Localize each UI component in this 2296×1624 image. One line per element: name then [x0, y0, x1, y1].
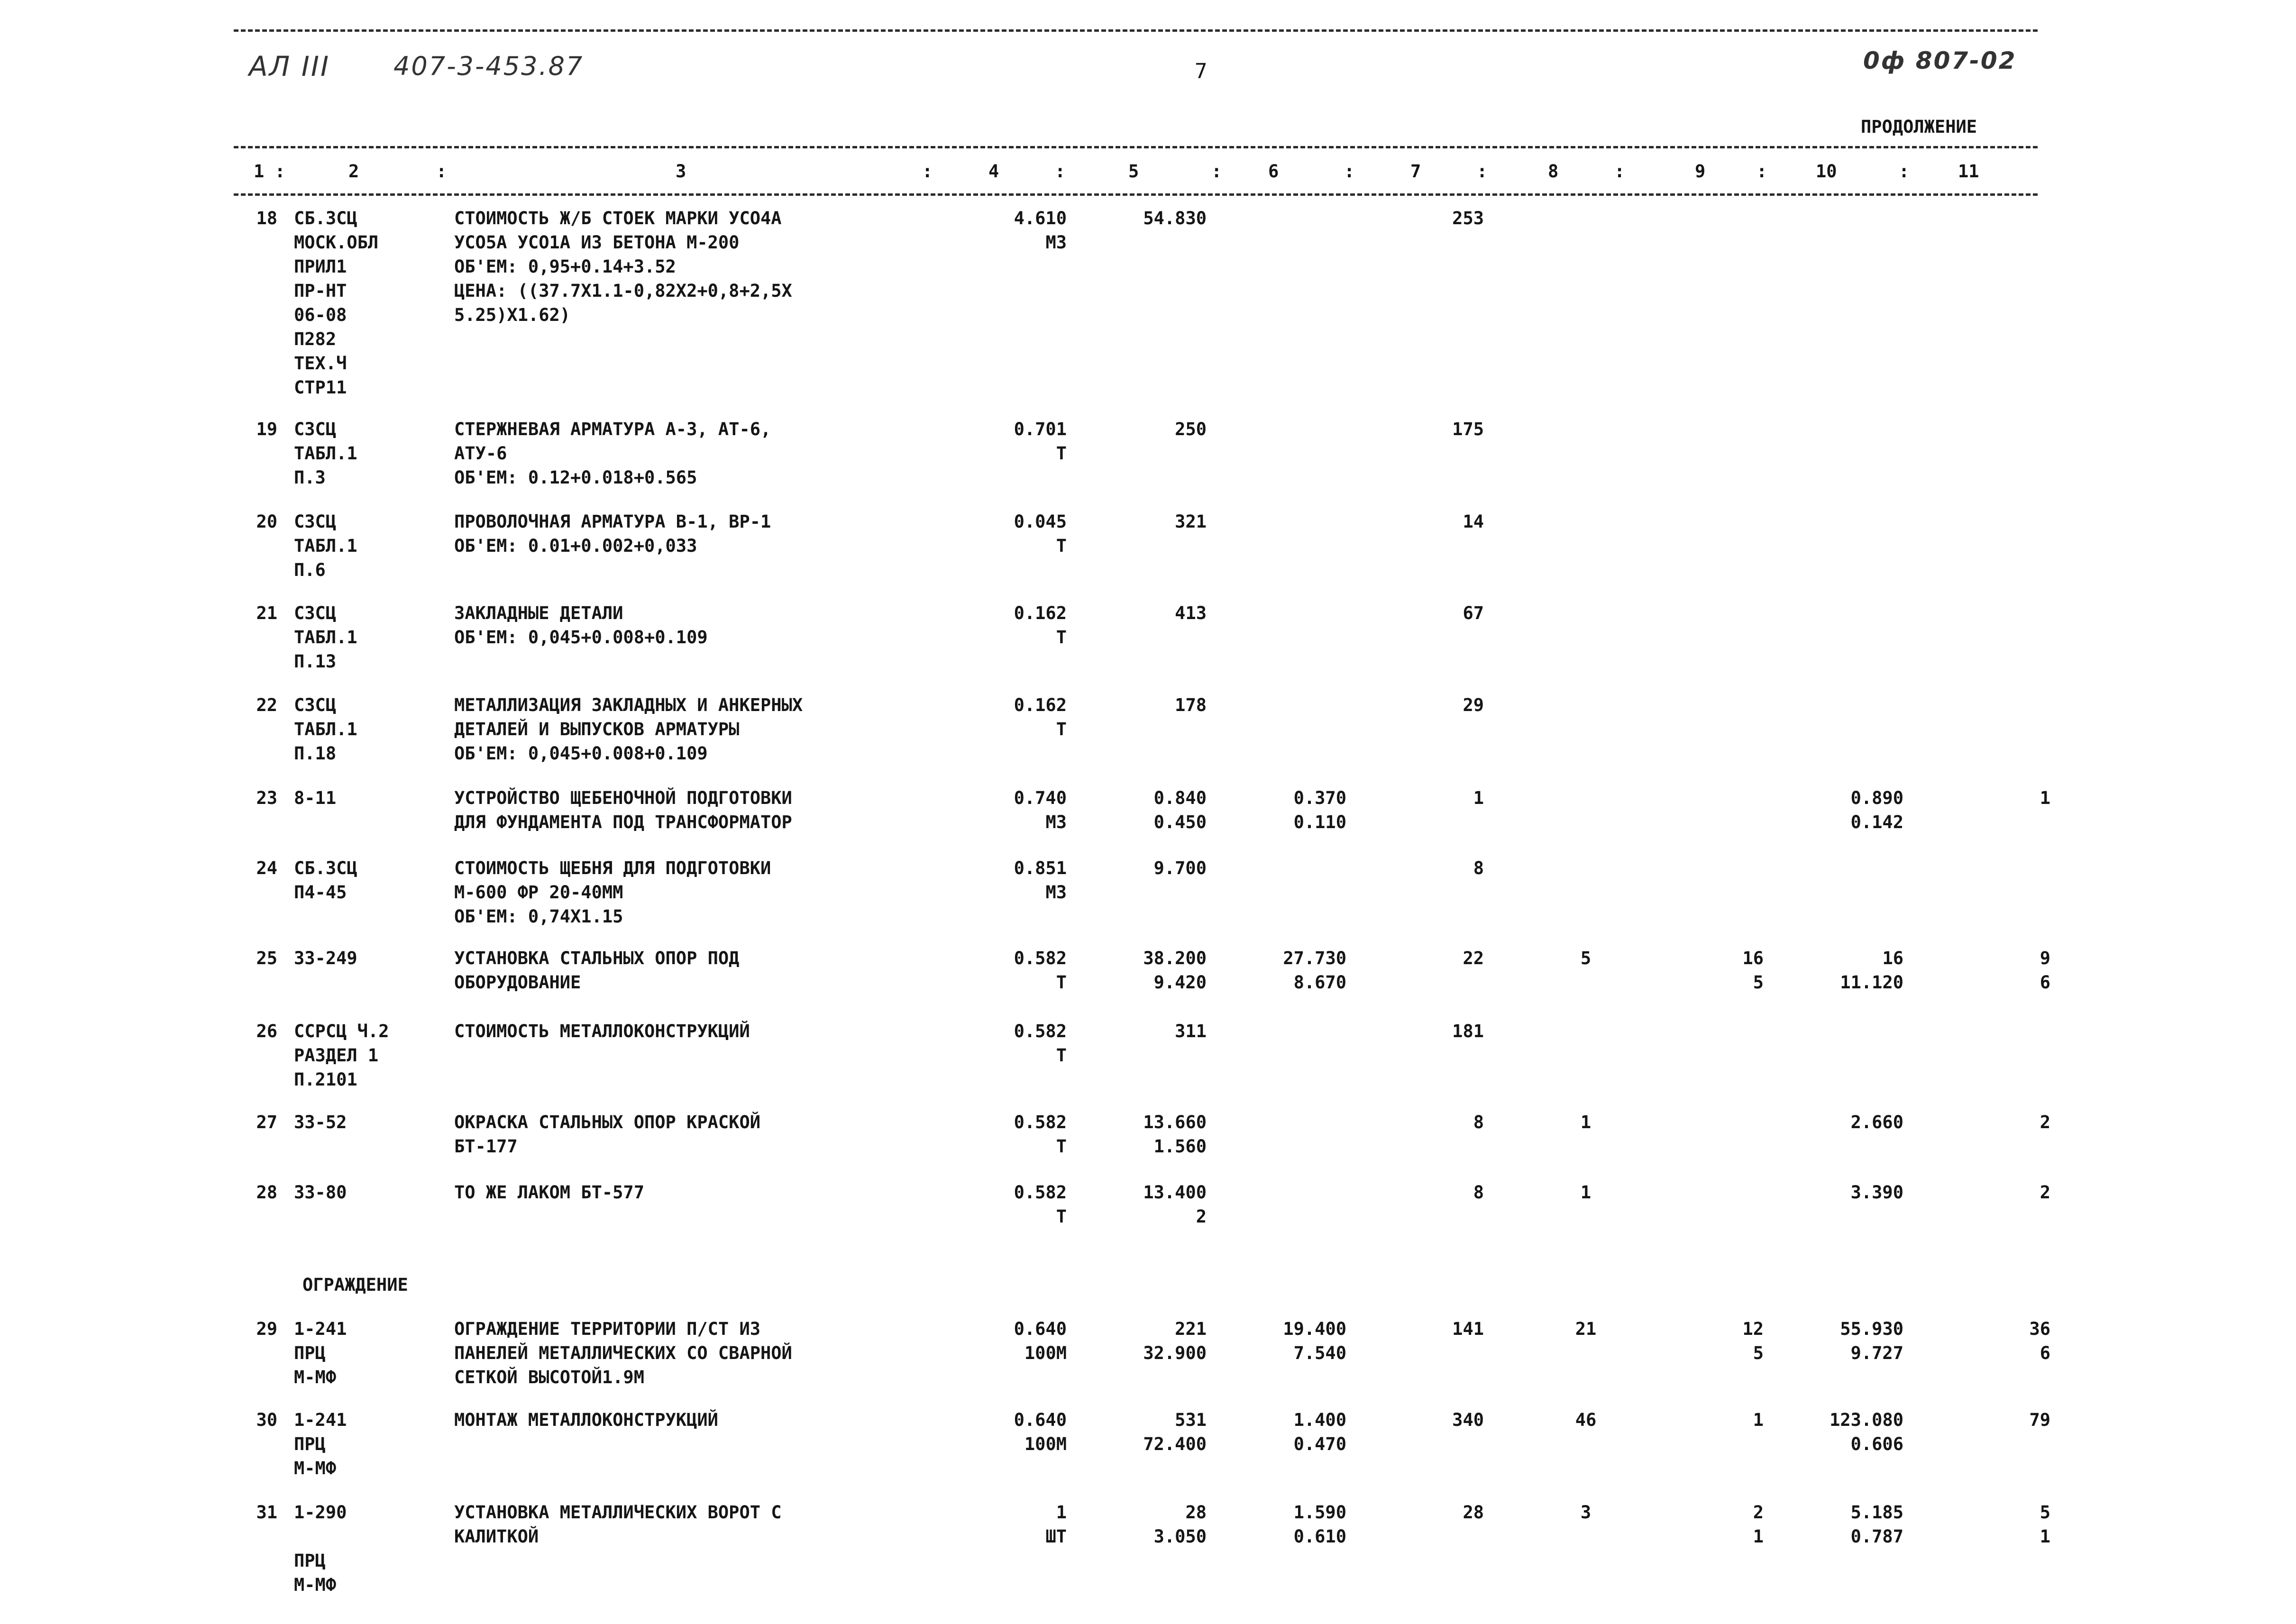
- column-header: :: [1899, 161, 1910, 182]
- cell-c5: 0.840: [1153, 788, 1207, 808]
- row-description: ДЕТАЛЕЙ И ВЫПУСКОВ АРМАТУРЫ: [454, 719, 740, 739]
- row-code: ТАБЛ.1: [294, 536, 357, 556]
- cell-c5: 38.200: [1143, 948, 1207, 968]
- cell-c11: 1: [2040, 1526, 2050, 1547]
- column-header: 1 :: [254, 161, 285, 182]
- cell-c6: 8.670: [1293, 972, 1346, 993]
- cell-c5: 9.420: [1153, 972, 1207, 993]
- cell-c4: 0.582: [1014, 1021, 1067, 1041]
- row-code: ПРЦ: [294, 1343, 326, 1363]
- column-header: :: [1055, 161, 1066, 182]
- cell-c7: 8: [1473, 858, 1484, 878]
- row-description: ОКРАСКА СТАЛЬНЫХ ОПОР КРАСКОЙ: [454, 1112, 761, 1132]
- cell-c7: 175: [1452, 419, 1484, 439]
- row-code: 1-241: [294, 1319, 347, 1339]
- cell-c7: 22: [1463, 948, 1484, 968]
- cell-c6: 27.730: [1283, 948, 1346, 968]
- row-description: ЗАКЛАДНЫЕ ДЕТАЛИ: [454, 603, 623, 623]
- column-header: 3: [676, 161, 686, 182]
- cell-c4: 0.582: [1014, 1182, 1067, 1203]
- cell-c4: Т: [1056, 1045, 1067, 1066]
- row-description: УСТАНОВКА СТАЛЬНЫХ ОПОР ПОД: [454, 948, 740, 968]
- row-number: 29: [256, 1319, 277, 1339]
- row-description: ДЛЯ ФУНДАМЕНТА ПОД ТРАНСФОРМАТОР: [454, 812, 792, 832]
- row-code: П282: [294, 329, 337, 349]
- row-description: 5.25)Х1.62): [454, 305, 571, 325]
- row-description: УСО5А УСО1А ИЗ БЕТОНА М-200: [454, 232, 740, 253]
- cell-c5: 321: [1175, 511, 1207, 532]
- cell-c8: 3: [1580, 1502, 1592, 1523]
- row-number: 24: [256, 858, 277, 878]
- cell-c7: 29: [1463, 695, 1484, 715]
- row-description: КАЛИТКОЙ: [454, 1526, 539, 1547]
- cell-c6: 7.540: [1293, 1343, 1346, 1363]
- column-header: :: [1211, 161, 1222, 182]
- cell-c6: 19.400: [1283, 1319, 1346, 1339]
- cell-c11: 2: [2040, 1112, 2050, 1132]
- cell-c9: 5: [1753, 1343, 1764, 1363]
- row-code: 33-80: [294, 1182, 347, 1203]
- cell-c4: Т: [1056, 1206, 1067, 1227]
- cell-c4: 0.162: [1014, 603, 1067, 623]
- row-description: ПАНЕЛЕЙ МЕТАЛЛИЧЕСКИХ СО СВАРНОЙ: [454, 1343, 792, 1363]
- column-header: :: [436, 161, 447, 182]
- cell-c10: 55.930: [1840, 1319, 1903, 1339]
- row-code: СЗСЦ: [294, 603, 337, 623]
- row-description: БТ-177: [454, 1136, 518, 1157]
- cell-c5: 311: [1175, 1021, 1207, 1041]
- row-code: 33-249: [294, 948, 357, 968]
- row-number: 22: [256, 695, 277, 715]
- row-description: ОБ'ЕМ: 0,045+0.008+0.109: [454, 627, 708, 648]
- cell-c5: 28: [1185, 1502, 1207, 1523]
- column-header: :: [1477, 161, 1488, 182]
- cell-c6: 0.610: [1293, 1526, 1346, 1547]
- column-header: 8: [1548, 161, 1559, 182]
- project-code: 407-3-453.87: [393, 51, 584, 81]
- cell-c4: 0.582: [1014, 948, 1067, 968]
- column-header: 9: [1695, 161, 1706, 182]
- row-description: МОНТАЖ МЕТАЛЛОКОНСТРУКЦИЙ: [454, 1410, 718, 1430]
- row-number: 31: [256, 1502, 277, 1523]
- cell-c7: 14: [1463, 511, 1484, 532]
- row-description: ОБ'ЕМ: 0,95+0.14+3.52: [454, 256, 676, 277]
- cell-c9: 5: [1753, 972, 1764, 993]
- cell-c4: 4.610: [1014, 208, 1067, 228]
- cell-c4: 0.640: [1014, 1319, 1067, 1339]
- cell-c6: 0.470: [1293, 1434, 1346, 1454]
- column-header: 10: [1816, 161, 1837, 182]
- row-number: 30: [256, 1410, 277, 1430]
- cell-c6: 0.370: [1293, 788, 1346, 808]
- row-code: СЗСЦ: [294, 419, 337, 439]
- row-code: М-МФ: [294, 1367, 337, 1387]
- row-description: СТОИМОСТЬ Ж/Б СТОЕК МАРКИ УСО4А: [454, 208, 782, 228]
- cell-c9: 12: [1742, 1319, 1764, 1339]
- row-description: СТОИМОСТЬ ЩЕБНЯ ДЛЯ ПОДГОТОВКИ: [454, 858, 771, 878]
- row-code: СТР11: [294, 377, 347, 398]
- cell-c11: 9: [2040, 948, 2050, 968]
- cell-c4: М3: [1045, 812, 1067, 832]
- cell-c4: 0.582: [1014, 1112, 1067, 1132]
- row-description: ОБ'ЕМ: 0.01+0.002+0,033: [454, 536, 697, 556]
- cell-c4: Т: [1056, 1136, 1067, 1157]
- row-description: СТЕРЖНЕВАЯ АРМАТУРА А-3, АТ-6,: [454, 419, 771, 439]
- cell-c11: 79: [2029, 1410, 2050, 1430]
- cell-c9: 16: [1742, 948, 1764, 968]
- cell-c4: 0.851: [1014, 858, 1067, 878]
- cell-c5: 13.660: [1143, 1112, 1207, 1132]
- row-description: ОБ'ЕМ: 0.12+0.018+0.565: [454, 467, 697, 488]
- cell-c5: 13.400: [1143, 1182, 1207, 1203]
- row-number: 21: [256, 603, 277, 623]
- column-header: :: [1614, 161, 1625, 182]
- cell-c10: 0.787: [1850, 1526, 1903, 1547]
- row-code: 1-290: [294, 1502, 347, 1523]
- section-heading: ОГРАЖДЕНИЕ: [302, 1275, 408, 1295]
- cell-c5: 32.900: [1143, 1343, 1207, 1363]
- row-code: 33-52: [294, 1112, 347, 1132]
- column-header: 5: [1128, 161, 1139, 182]
- cell-c4: 0.740: [1014, 788, 1067, 808]
- cell-c11: 5: [2040, 1502, 2050, 1523]
- row-code: СЗСЦ: [294, 511, 337, 532]
- cell-c10: 0.890: [1850, 788, 1903, 808]
- cell-c4: 1: [1056, 1502, 1067, 1523]
- row-code: 1-241: [294, 1410, 347, 1430]
- row-code: ТЕХ.Ч: [294, 353, 347, 374]
- row-code: МОСК.ОБЛ: [294, 232, 379, 253]
- cell-c4: Т: [1056, 536, 1067, 556]
- row-code: ПРЦ: [294, 1434, 326, 1454]
- cell-c4: Т: [1056, 627, 1067, 648]
- row-code: ТАБЛ.1: [294, 719, 357, 739]
- row-description: ЦЕНА: ((37.7Х1.1-0,82Х2+0,8+2,5Х: [454, 281, 792, 301]
- cell-c7: 340: [1452, 1410, 1484, 1430]
- cell-c5: 178: [1175, 695, 1207, 715]
- cell-c5: 221: [1175, 1319, 1207, 1339]
- cell-c8: 21: [1575, 1319, 1597, 1339]
- column-header: 11: [1958, 161, 1979, 182]
- cell-c9: 2: [1753, 1502, 1764, 1523]
- row-description: ОГРАЖДЕНИЕ ТЕРРИТОРИИ П/СТ ИЗ: [454, 1319, 761, 1339]
- row-description: ПРОВОЛОЧНАЯ АРМАТУРА В-1, ВР-1: [454, 511, 771, 532]
- cell-c7: 181: [1452, 1021, 1484, 1041]
- column-header: :: [1756, 161, 1767, 182]
- cell-c4: М3: [1045, 232, 1067, 253]
- column-header: 2: [348, 161, 359, 182]
- row-code: ТАБЛ.1: [294, 443, 357, 464]
- row-code: ПРИЛ1: [294, 256, 347, 277]
- row-code: П.3: [294, 467, 326, 488]
- cell-c9: 1: [1753, 1410, 1764, 1430]
- cell-c6: 1.400: [1293, 1410, 1346, 1430]
- row-code: 8-11: [294, 788, 337, 808]
- row-number: 28: [256, 1182, 277, 1203]
- row-number: 26: [256, 1021, 277, 1041]
- header-rule-top: [234, 146, 2038, 148]
- cell-c11: 6: [2040, 1343, 2050, 1363]
- cell-c10: 123.080: [1829, 1410, 1903, 1430]
- cell-c5: 413: [1175, 603, 1207, 623]
- column-header: 4: [988, 161, 999, 182]
- column-header: 7: [1410, 161, 1421, 182]
- cell-c4: Т: [1056, 972, 1067, 993]
- cell-c11: 1: [2040, 788, 2050, 808]
- cell-c8: 5: [1580, 948, 1592, 968]
- cell-c4: 100М: [1024, 1434, 1067, 1454]
- cell-c7: 1: [1473, 788, 1484, 808]
- cell-c4: М3: [1045, 882, 1067, 903]
- cell-c4: Т: [1056, 719, 1067, 739]
- cell-c10: 0.606: [1850, 1434, 1903, 1454]
- row-description: АТУ-6: [454, 443, 507, 464]
- row-code: М-МФ: [294, 1575, 337, 1595]
- row-description: УСТРОЙСТВО ЩЕБЕНОЧНОЙ ПОДГОТОВКИ: [454, 788, 792, 808]
- row-code: П.6: [294, 560, 326, 580]
- column-header: :: [1344, 161, 1355, 182]
- cell-c10: 0.142: [1850, 812, 1903, 832]
- cell-c7: 253: [1452, 208, 1484, 228]
- cell-c5: 250: [1175, 419, 1207, 439]
- cell-c4: 0.640: [1014, 1410, 1067, 1430]
- cell-c10: 16: [1882, 948, 1903, 968]
- row-code: ПР-НТ: [294, 281, 347, 301]
- row-code: П4-45: [294, 882, 347, 903]
- cell-c7: 28: [1463, 1502, 1484, 1523]
- cell-c5: 2: [1196, 1206, 1207, 1227]
- column-header: 6: [1268, 161, 1279, 182]
- right-stamp: 0ф 807-02: [1863, 47, 2017, 74]
- cell-c10: 9.727: [1850, 1343, 1903, 1363]
- cell-c5: 72.400: [1143, 1434, 1207, 1454]
- row-number: 18: [256, 208, 277, 228]
- cell-c5: 531: [1175, 1410, 1207, 1430]
- row-number: 20: [256, 511, 277, 532]
- row-description: ОБОРУДОВАНИЕ: [454, 972, 581, 993]
- row-code: ПРЦ: [294, 1551, 326, 1571]
- cell-c7: 8: [1473, 1112, 1484, 1132]
- row-code: П.2101: [294, 1069, 357, 1090]
- left-stamp: АЛ III: [249, 50, 330, 82]
- cell-c4: 100М: [1024, 1343, 1067, 1363]
- row-description: ТО ЖЕ ЛАКОМ БТ-577: [454, 1182, 644, 1203]
- cell-c10: 5.185: [1850, 1502, 1903, 1523]
- cell-c4: 0.045: [1014, 511, 1067, 532]
- cell-c9: 1: [1753, 1526, 1764, 1547]
- cell-c5: 3.050: [1153, 1526, 1207, 1547]
- page-number: 7: [1195, 59, 1207, 83]
- cell-c5: 54.830: [1143, 208, 1207, 228]
- row-code: П.13: [294, 651, 337, 672]
- cell-c6: 0.110: [1293, 812, 1346, 832]
- row-number: 23: [256, 788, 277, 808]
- cell-c4: 0.701: [1014, 419, 1067, 439]
- cell-c11: 36: [2029, 1319, 2050, 1339]
- continuation-label: ПРОДОЛЖЕНИЕ: [1861, 117, 1977, 137]
- cell-c10: 2.660: [1850, 1112, 1903, 1132]
- row-description: СТОИМОСТЬ МЕТАЛЛОКОНСТРУКЦИЙ: [454, 1021, 750, 1041]
- row-code: ССРСЦ Ч.2: [294, 1021, 389, 1041]
- row-description: СЕТКОЙ ВЫСОТОЙ1.9М: [454, 1367, 644, 1387]
- cell-c8: 1: [1580, 1182, 1592, 1203]
- row-code: СБ.ЗСЦ: [294, 208, 357, 228]
- cell-c7: 67: [1463, 603, 1484, 623]
- cell-c10: 3.390: [1850, 1182, 1903, 1203]
- cell-c5: 9.700: [1153, 858, 1207, 878]
- row-number: 19: [256, 419, 277, 439]
- cell-c8: 46: [1575, 1410, 1597, 1430]
- row-code: П.18: [294, 743, 337, 764]
- cell-c10: 11.120: [1840, 972, 1903, 993]
- row-description: МЕТАЛЛИЗАЦИЯ ЗАКЛАДНЫХ И АНКЕРНЫХ: [454, 695, 803, 715]
- row-code: ТАБЛ.1: [294, 627, 357, 648]
- cell-c4: ШТ: [1045, 1526, 1067, 1547]
- row-code: СЗСЦ: [294, 695, 337, 715]
- top-rule: [234, 29, 2038, 32]
- row-description: ОБ'ЕМ: 0,74Х1.15: [454, 906, 623, 927]
- row-code: СБ.ЗСЦ: [294, 858, 357, 878]
- cell-c8: 1: [1580, 1112, 1592, 1132]
- cell-c4: Т: [1056, 443, 1067, 464]
- cell-c7: 8: [1473, 1182, 1484, 1203]
- header-rule-bottom: [234, 193, 2038, 196]
- row-code: РАЗДЕЛ 1: [294, 1045, 379, 1066]
- row-code: 06-08: [294, 305, 347, 325]
- row-description: М-600 ФР 20-40ММ: [454, 882, 623, 903]
- cell-c11: 2: [2040, 1182, 2050, 1203]
- row-description: ОБ'ЕМ: 0,045+0.008+0.109: [454, 743, 708, 764]
- cell-c6: 1.590: [1293, 1502, 1346, 1523]
- cell-c5: 1.560: [1153, 1136, 1207, 1157]
- cell-c11: 6: [2040, 972, 2050, 993]
- row-number: 25: [256, 948, 277, 968]
- cell-c5: 0.450: [1153, 812, 1207, 832]
- column-header: :: [922, 161, 933, 182]
- row-code: М-МФ: [294, 1458, 337, 1478]
- cell-c7: 141: [1452, 1319, 1484, 1339]
- cell-c4: 0.162: [1014, 695, 1067, 715]
- row-number: 27: [256, 1112, 277, 1132]
- row-description: УСТАНОВКА МЕТАЛЛИЧЕСКИХ ВОРОТ С: [454, 1502, 782, 1523]
